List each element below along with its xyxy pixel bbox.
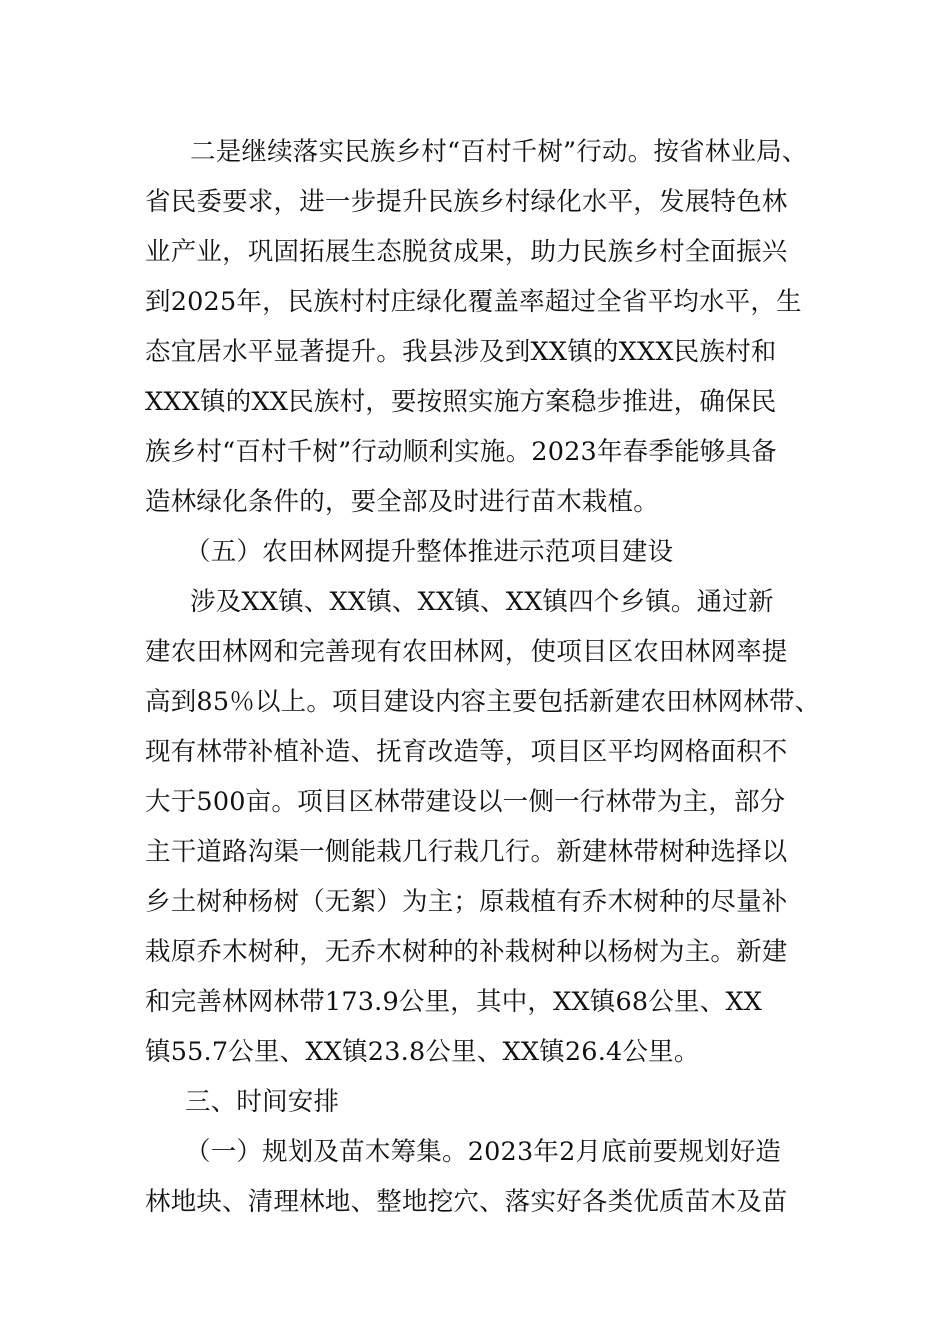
paragraph-line: 到2025年，民族村村庄绿化覆盖率超过全省平均水平，生 bbox=[145, 287, 802, 317]
paragraph-line: 族乡村“百村千树”行动顺利实施。2023年春季能够具备 bbox=[145, 437, 777, 467]
paragraph-line: 涉及XX镇、XX镇、XX镇、XX镇四个乡镇。通过新 bbox=[190, 587, 774, 617]
paragraph-line: 现有林带补植补造、抚育改造等，项目区平均网格面积不 bbox=[145, 737, 788, 767]
paragraph-line: 和完善林网林带173.9公里，其中，XX镇68公里、XX bbox=[145, 987, 763, 1017]
paragraph-line: 造林绿化条件的，要全部及时进行苗木栽植。 bbox=[145, 487, 660, 517]
section-heading: 三、时间安排 bbox=[185, 1087, 340, 1117]
paragraph-line: 主干道路沟渠一侧能栽几行栽几行。新建林带树种选择以 bbox=[145, 837, 788, 867]
paragraph-line: 态宜居水平显著提升。我县涉及到XX镇的XXX民族村和 bbox=[145, 337, 777, 367]
section-heading: （五）农田林网提升整体推进示范项目建设 bbox=[185, 537, 674, 567]
paragraph-line: 建农田林网和完善现有农田林网，使项目区农田林网率提 bbox=[145, 637, 788, 667]
paragraph-line: 省民委要求，进一步提升民族乡村绿化水平，发展特色林 bbox=[145, 187, 788, 217]
paragraph-line: 乡土树种杨树（无絮）为主；原栽植有乔木树种的尽量补 bbox=[145, 887, 788, 917]
paragraph-line: XXX镇的XX民族村，要按照实施方案稳步推进，确保民 bbox=[145, 387, 777, 417]
paragraph-line: 镇55.7公里、XX镇23.8公里、XX镇26.4公里。 bbox=[145, 1037, 700, 1067]
paragraph-line: 二是继续落实民族乡村“百村千树”行动。按省林业局、 bbox=[190, 137, 808, 167]
paragraph-line: 林地块、清理林地、整地挖穴、落实好各类优质苗木及苗 bbox=[145, 1187, 788, 1217]
paragraph-line: 大于500亩。项目区林带建设以一侧一行林带为主，部分 bbox=[145, 787, 786, 817]
paragraph-line: 高到85％以上。项目建设内容主要包括新建农田林网林带、 bbox=[145, 687, 821, 717]
paragraph-line: 栽原乔木树种，无乔木树种的补栽树种以杨树为主。新建 bbox=[145, 937, 788, 967]
paragraph-line: （一）规划及苗木筹集。2023年2月底前要规划好造 bbox=[185, 1137, 782, 1167]
paragraph-line: 业产业，巩固拓展生态脱贫成果，助力民族乡村全面振兴 bbox=[145, 237, 788, 267]
